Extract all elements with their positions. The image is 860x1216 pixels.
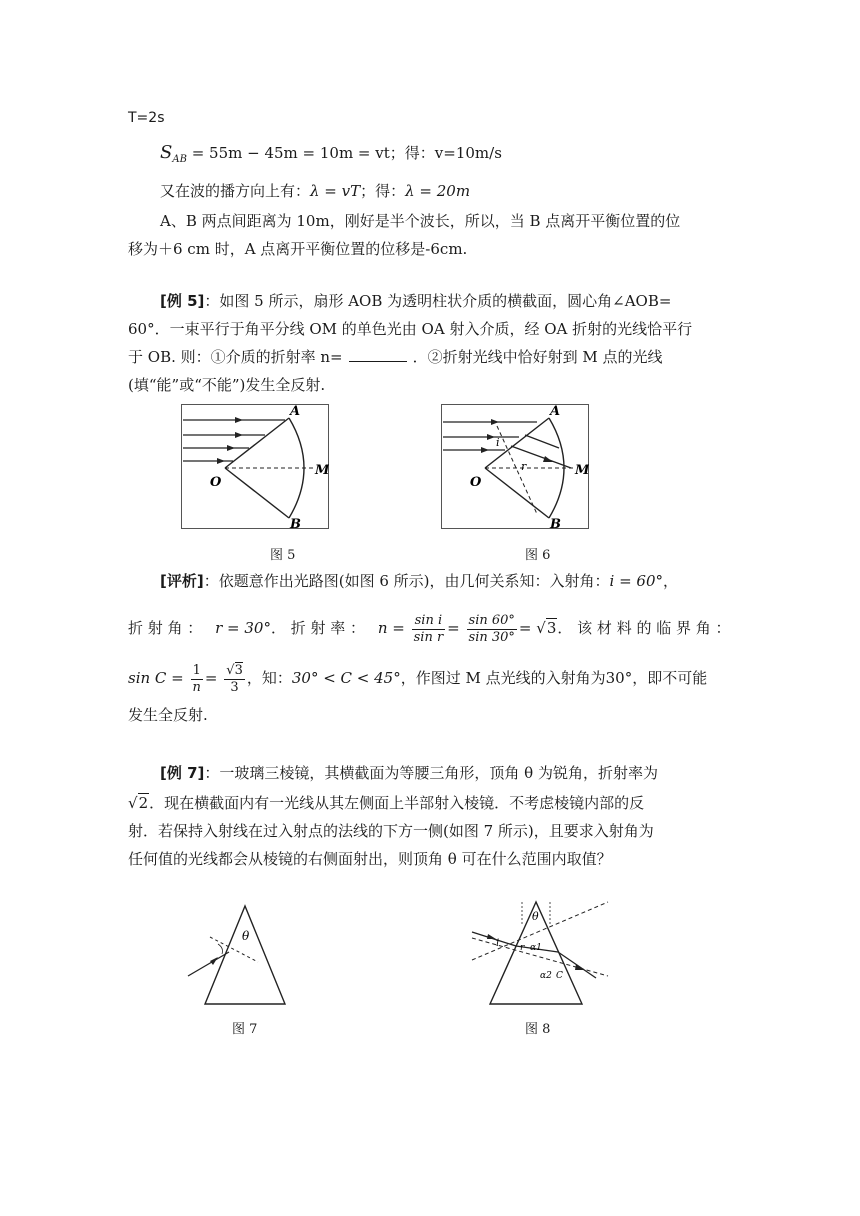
example-7-line-1 [160, 762, 658, 784]
example-5-line-1 [160, 290, 671, 312]
equals-1: = [447, 619, 460, 637]
figure-6 [441, 404, 589, 529]
equals-3: = [204, 669, 218, 687]
example-7-text-1: ：一玻璃三棱镜，其横截面为等腰三角形，顶角 θ 为锐角，折射率为 [204, 764, 658, 782]
analysis-label: [评析] [160, 572, 204, 590]
label-c: C [556, 971, 563, 981]
line-wavelength [160, 180, 470, 202]
label-i: i [496, 938, 500, 949]
label-b: B [290, 517, 301, 529]
figure-6-caption: 图 6 [525, 548, 551, 563]
symbol-s: S [160, 142, 173, 163]
line-distance-equation [160, 142, 502, 171]
analysis-line-2 [128, 608, 731, 648]
subscript-ab: AB [172, 154, 187, 165]
label-r: r [520, 943, 525, 953]
text-know: ，知： [246, 669, 292, 687]
label-r: r [521, 460, 527, 473]
text-impossible: ，即不可能 [632, 669, 708, 687]
line-displacement: 移为＋6 cm 时，A 点离开平衡位置的位移是-6cm. [128, 240, 468, 258]
fraction-1-n: $\frac{1}{n}$ [192, 662, 201, 695]
analysis-comma: ， [663, 572, 679, 590]
incidence-angle: i = 60° [609, 572, 664, 590]
figure-8 [470, 898, 612, 1008]
example-5-line-3 [128, 346, 663, 368]
label-theta: θ [242, 929, 250, 943]
fraction-sqrt3-3: $\frac{√3}{3}$ [226, 662, 243, 695]
critical-angle-range: 30° < C < 45° [291, 669, 401, 687]
text-refraction-angle: 折 射 角 ： [128, 619, 203, 637]
equals-2: = [518, 619, 532, 637]
analysis-line-4: 发生全反射. [128, 706, 208, 724]
distance-value: = 55m − 45m = 10m = vt [186, 144, 390, 162]
example-7-label: [例 7] [160, 764, 205, 782]
formula-wavelength: λ = vT [310, 182, 361, 200]
label-o: O [470, 475, 482, 490]
example-7-line-2 [128, 792, 644, 814]
example-5-text-3b: ．②折射光线中恰好射到 M 点的光线 [412, 348, 663, 366]
text-wave-direction: 又在波的播方向上有： [160, 182, 311, 200]
example-5-line-4: (填“能”或“不能”)发生全反射. [128, 376, 326, 394]
answer-blank[interactable] [349, 347, 407, 362]
sqrt-3: √3 [536, 619, 557, 637]
text-refractive-index: ． 折 射 率 ： [270, 619, 366, 637]
line-ab-distance: A、B 两点间距离为 10m，刚好是半个波长，所以，当 B 点离开平衡位置的位 [160, 212, 681, 230]
refraction-angle: r = 30° [215, 619, 271, 637]
line-period: T=2s [128, 110, 165, 126]
analysis-line-1 [160, 570, 678, 592]
figure-8-caption: 图 8 [525, 1022, 551, 1037]
symbol-n: n = [377, 619, 405, 637]
example-5-line-2: 60°．一束平行于角平分线 OM 的单色光由 OA 射入介质，经 OA 折射的光线恰平行 [128, 320, 693, 338]
wavelength-value: λ = 20m [405, 182, 471, 200]
text-through-m: ，作图过 M 点光线的入射角为 [400, 669, 606, 687]
figure-7-caption: 图 7 [232, 1022, 258, 1037]
m-incidence-angle: 30° [605, 669, 633, 687]
label-m: M [315, 463, 329, 478]
sqrt-2: √2 [128, 794, 149, 812]
label-alpha1: α1 [530, 943, 542, 953]
example-7-line-3: 射．若保持入射线在过入射点的法线的下方一侧(如图 7 所示)，且要求入射角为 [128, 822, 654, 840]
figure-7 [180, 904, 300, 1008]
example-5-text-1: ：如图 5 所示，扇形 AOB 为透明柱状介质的横截面，圆心角∠AOB= [204, 292, 672, 310]
example-7-text-2: ．现在横截面内有一光线从其左侧面上半部射入棱镜．不考虑棱镜内部的反 [149, 794, 645, 812]
example-5-text-3a: 于 OB. 则：①介质的折射率 n= [128, 348, 343, 366]
text-critical-angle: ． 该 材 料 的 临 界 角 ： [557, 619, 731, 637]
label-theta: θ [532, 910, 539, 923]
label-m: M [575, 463, 589, 478]
label-b: B [550, 517, 561, 529]
label-a: A [290, 404, 301, 419]
formula-sin-c: sin C = [128, 669, 184, 687]
example-7-line-4: 任何值的光线都会从棱镜的右侧面射出，则顶角 θ 可在什么范围内取值？ [128, 850, 612, 868]
label-alpha2: α2 [540, 971, 552, 981]
text-result: ；得： [360, 182, 406, 200]
speed-result: ；得：v=10m/s [389, 144, 502, 162]
analysis-line-3 [128, 656, 707, 700]
figure-5 [181, 404, 329, 529]
fraction-sin-i-sin-r: $\frac{\text{sin i}}{\text{sin r}}$ [413, 612, 444, 645]
fraction-sin60-sin30: $\frac{\sin 60^\circ}{\sin 30^\circ}$ [468, 612, 515, 645]
label-o: O [210, 475, 222, 490]
label-i: i [496, 436, 500, 449]
example-5-label: [例 5] [160, 292, 205, 310]
figure-5-caption: 图 5 [270, 548, 296, 563]
analysis-text-1: ：依题意作出光路图(如图 6 所示)，由几何关系知：入射角： [203, 572, 610, 590]
label-a: A [550, 404, 561, 419]
